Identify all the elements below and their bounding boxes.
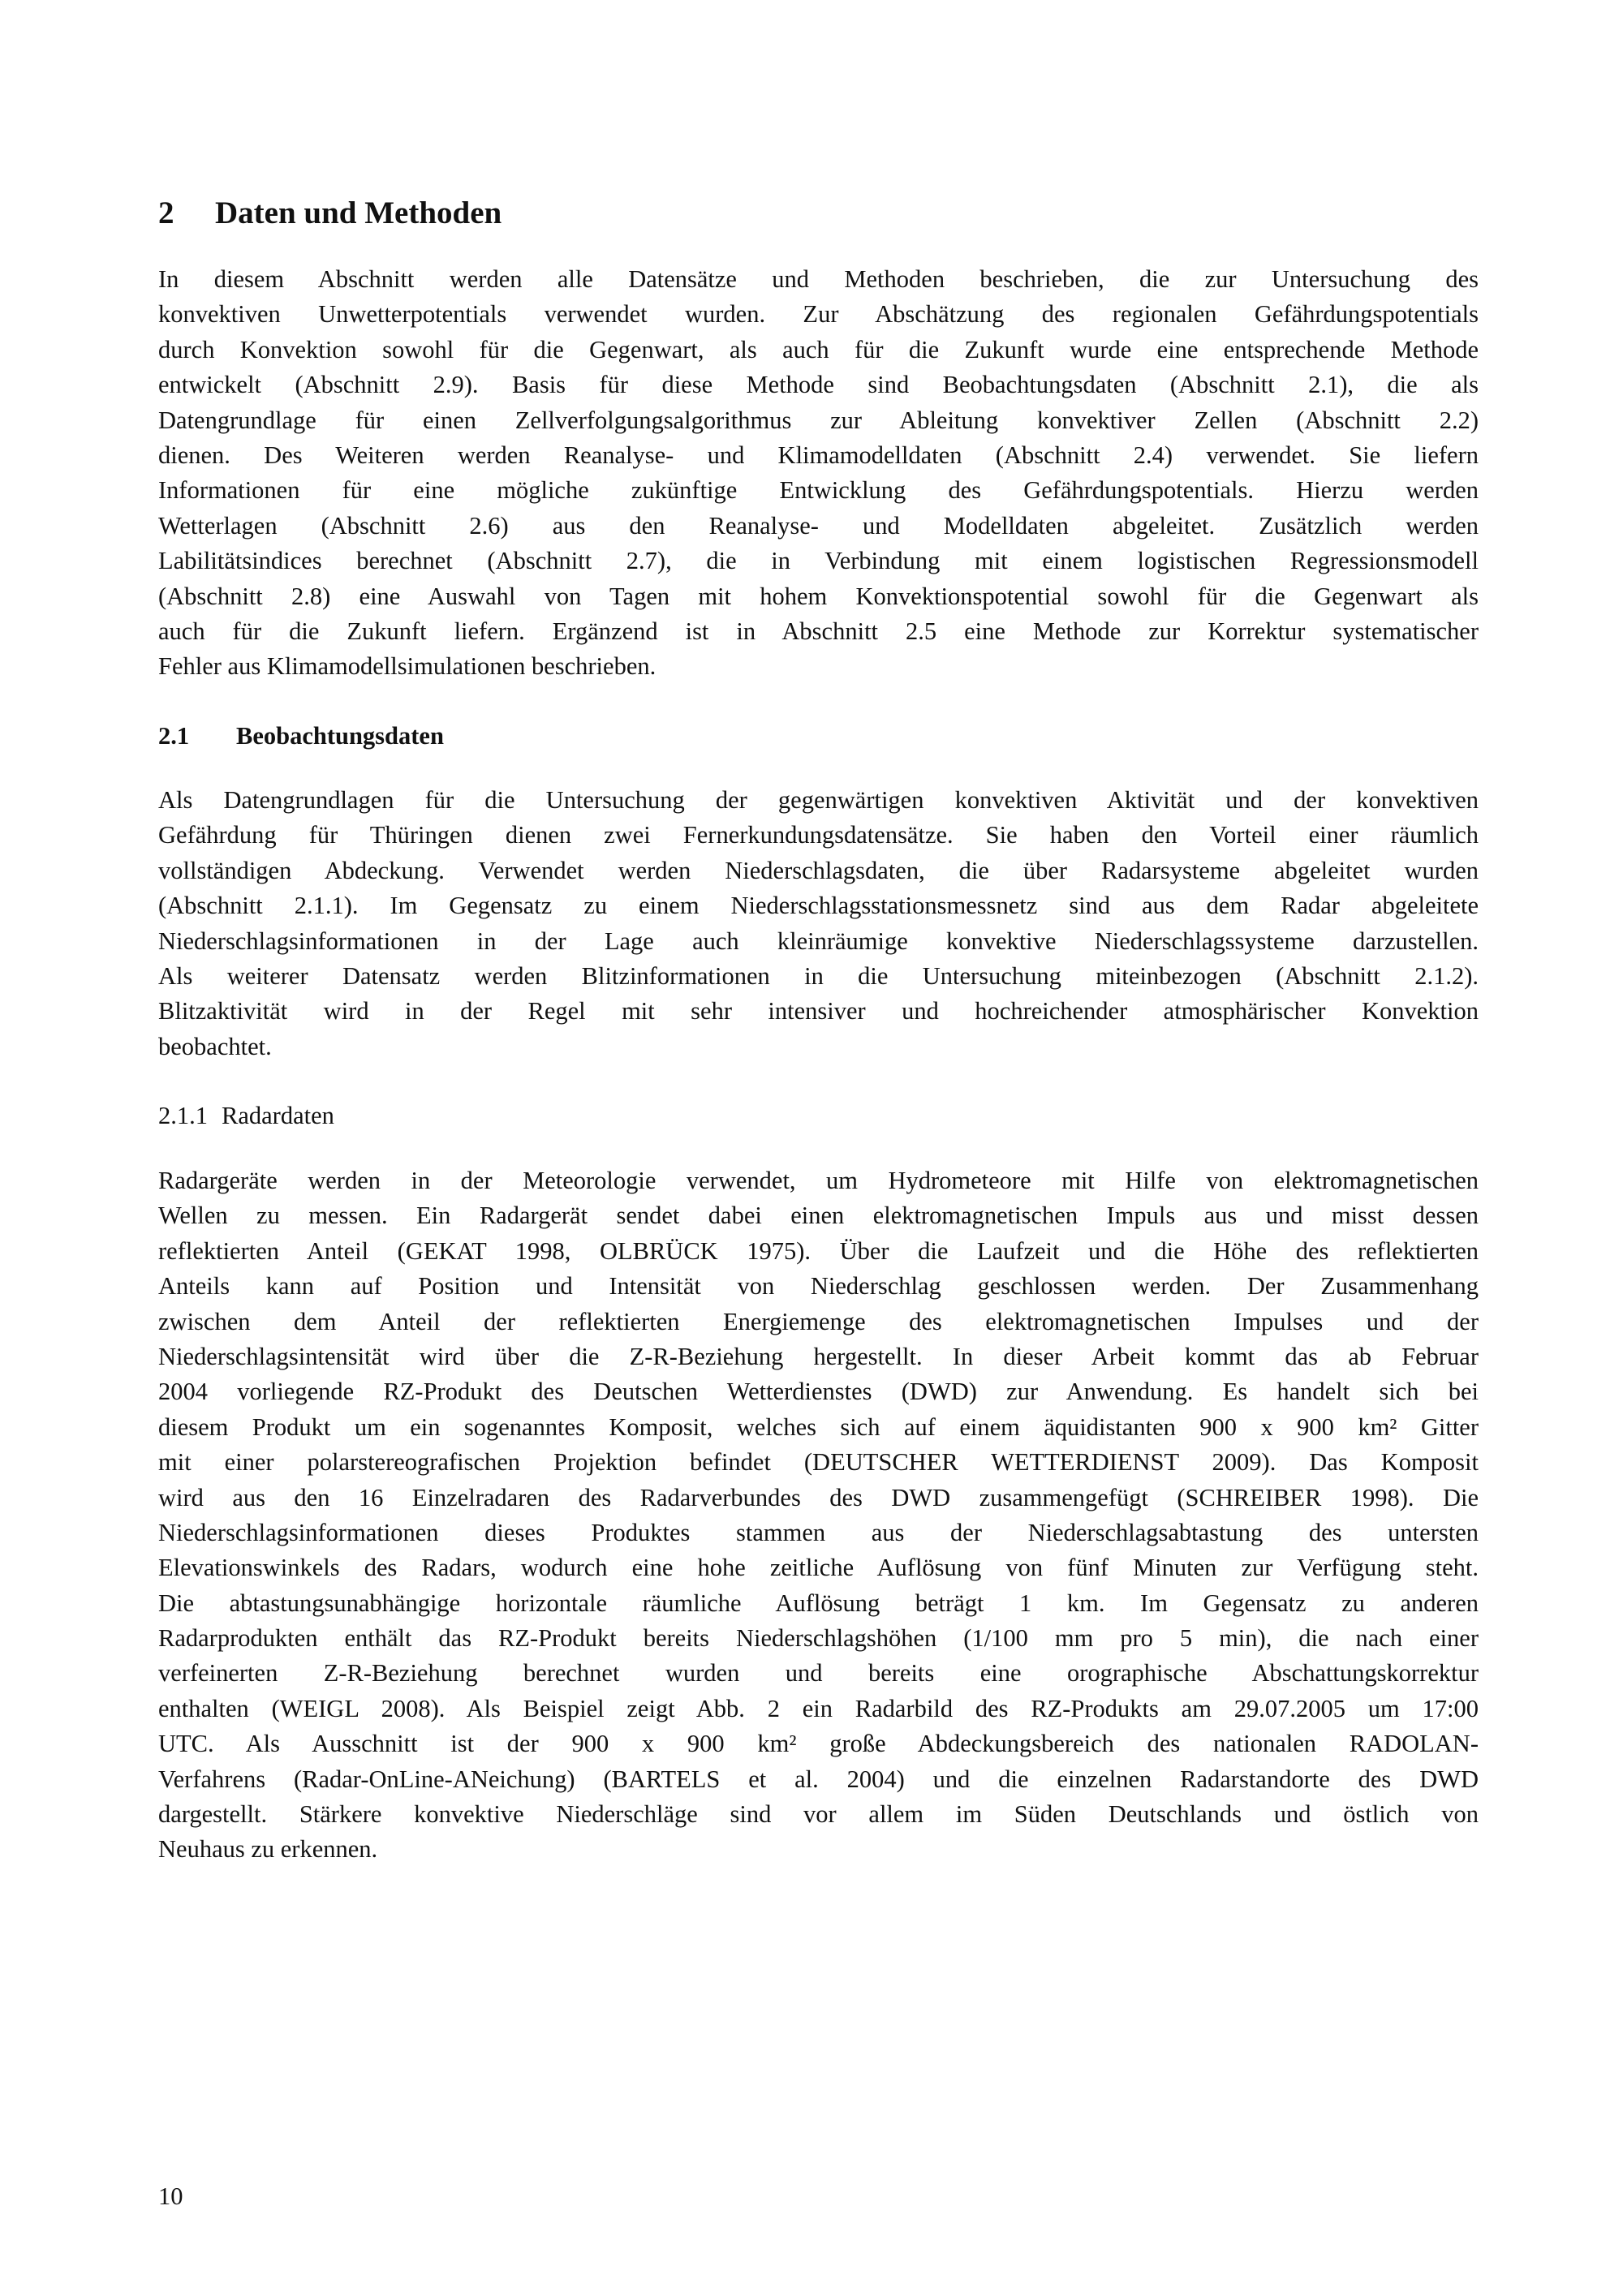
text-line: mit einer polarstereografischen Projektion befindet (DEUTSCHER WETTERDIENST 2009). Das Komposit	[158, 1448, 1479, 1477]
chapter-number: 2	[158, 196, 174, 230]
text-line: dienen. Des Weiteren werden Reanalyse- und Klimamodelldaten (Abschnitt 2.4) verwendet. Sie liefern	[158, 441, 1479, 469]
text-line: Die abtastungsunabhängige horizontale räumliche Auflösung beträgt 1 km. Im Gegensatz zu anderen	[158, 1589, 1479, 1617]
page-number: 10	[158, 2182, 183, 2210]
section-2-1-paragraph	[158, 783, 1479, 1064]
text-line: dargestellt. Stärkere konvektive Niederschläge sind vor allem im Süden Deutschlands und östlich von	[158, 1800, 1479, 1829]
text-line: diesem Produkt um ein sogenanntes Komposit, welches sich auf einem äquidistanten 900 x 900 km² Gitter	[158, 1412, 1479, 1441]
text-line: Informationen für eine mögliche zukünftige Entwicklung des Gefährdungspotentials. Hierzu werden	[158, 476, 1479, 505]
text-line: beobachtet.	[158, 1032, 272, 1060]
chapter-title: Daten und Methoden	[215, 196, 502, 230]
text-line: Niederschlagsinformationen dieses Produktes stammen aus der Niederschlagsabtastung des untersten	[158, 1518, 1479, 1546]
text-line: 2004 vorliegende RZ-Produkt des Deutschen Wetterdienstes (DWD) zur Anwendung. Es handelt sich bei	[158, 1378, 1479, 1406]
text-line: Datengrundlage für einen Zellverfolgungsalgorithmus zur Ableitung konvektiver Zellen (Abschnitt 2.2)	[158, 406, 1479, 434]
text-line: Niederschlagsintensität wird über die Z-R-Beziehung hergestellt. In dieser Arbeit kommt das ab Februar	[158, 1342, 1479, 1370]
text-line: Wetterlagen (Abschnitt 2.6) aus den Reanalyse- und Modelldaten abgeleitet. Zusätzlich werden	[158, 511, 1479, 540]
intro-paragraph	[158, 262, 1479, 685]
text-line: Elevationswinkels des Radars, wodurch eine hohe zeitliche Auflösung von fünf Minuten zur Verfügung steht.	[158, 1554, 1479, 1582]
text-line: verfeinerten Z-R-Beziehung berechnet wurden und bereits eine orographische Abschattungskorrektur	[158, 1659, 1479, 1688]
text-line: wird aus den 16 Einzelradaren des Radarverbundes des DWD zusammengefügt (SCHREIBER 1998). Die	[158, 1483, 1479, 1511]
text-line: Wellen zu messen. Ein Radargerät sendet dabei einen elektromagnetischen Impuls aus und misst dessen	[158, 1202, 1479, 1230]
text-line: In diesem Abschnitt werden alle Datensätze und Methoden beschrieben, die zur Untersuchung des	[158, 265, 1479, 293]
text-line: konvektiven Unwetterpotentials verwendet wurden. Zur Abschätzung des regionalen Gefährdungspotentials	[158, 300, 1479, 329]
text-line: enthalten (WEIGL 2008). Als Beispiel zeigt Abb. 2 ein Radarbild des RZ-Produkts am 29.07.2005 um 17:00	[158, 1694, 1479, 1722]
text-line: Als Datengrundlagen für die Untersuchung der gegenwärtigen konvektiven Aktivität und der konvektiven	[158, 786, 1479, 814]
text-line: zwischen dem Anteil der reflektierten Energiemenge des elektromagnetischen Impulses und der	[158, 1307, 1479, 1335]
text-line: Radarprodukten enthält das RZ-Produkt bereits Niederschlagshöhen (1/100 mm pro 5 min), die nach einer	[158, 1624, 1479, 1653]
text-line: Als weiterer Datensatz werden Blitzinformationen in die Untersuchung miteinbezogen (Abschnitt 2.1.2).	[158, 961, 1479, 990]
text-line: auch für die Zukunft liefern. Ergänzend ist in Abschnitt 2.5 eine Methode zur Korrektur systematischer	[158, 617, 1479, 645]
subsection-number: 2.1.1	[158, 1102, 208, 1129]
text-line: Fehler aus Klimamodellsimulationen beschrieben.	[158, 652, 657, 681]
subsection-heading-2-1-1	[158, 1102, 334, 1130]
text-line: Niederschlagsinformationen in der Lage auch kleinräumige konvektive Niederschlagssysteme darzustellen.	[158, 927, 1479, 955]
text-line: durch Konvektion sowohl für die Gegenwart, als auch für die Zukunft wurde eine entsprechende Methode	[158, 335, 1479, 363]
text-line: Radargeräte werden in der Meteorologie verwendet, um Hydrometeore mit Hilfe von elektromagnetischen	[158, 1167, 1479, 1194]
section-2-1-1-paragraph	[158, 1163, 1479, 1868]
subsection-title: Radardaten	[222, 1102, 334, 1129]
section-title: Beobachtungsdaten	[236, 722, 444, 750]
text-line: Blitzaktivität wird in der Regel mit sehr intensiver und hochreichender atmosphärischer Konvektion	[158, 997, 1479, 1025]
text-line: Gefährdung für Thüringen dienen zwei Fernerkundungsdatensätze. Sie haben den Vorteil einer räumlich	[158, 821, 1479, 849]
text-line: reflektierten Anteil (GEKAT 1998, OLBRÜCK 1975). Über die Laufzeit und die Höhe des reflektierten	[158, 1236, 1479, 1265]
chapter-heading	[158, 195, 502, 231]
text-line: entwickelt (Abschnitt 2.9). Basis für diese Methode sind Beobachtungsdaten (Abschnitt 2.1), die als	[158, 371, 1479, 399]
section-heading-2-1	[158, 722, 444, 750]
text-line: Anteils kann auf Position und Intensität von Niederschlag geschlossen werden. Der Zusammenhang	[158, 1272, 1479, 1301]
text-line: Labilitätsindices berechnet (Abschnitt 2.7), die in Verbindung mit einem logistischen Regressionsmodell	[158, 547, 1479, 575]
text-line: Verfahrens (Radar-OnLine-ANeichung) (BARTELS et al. 2004) und die einzelnen Radarstandorte des DWD	[158, 1765, 1479, 1793]
text-line: UTC. Als Ausschnitt ist der 900 x 900 km² große Abdeckungsbereich des nationalen RADOLAN-	[158, 1730, 1479, 1758]
section-number: 2.1	[158, 722, 190, 750]
text-line: vollständigen Abdeckung. Verwendet werden Niederschlagsdaten, die über Radarsysteme abgeleitet wurden	[158, 856, 1479, 884]
text-line: (Abschnitt 2.8) eine Auswahl von Tagen mit hohem Konvektionspotential sowohl für die Gegenwart als	[158, 582, 1479, 610]
text-line: Neuhaus zu erkennen.	[158, 1835, 378, 1864]
text-line: (Abschnitt 2.1.1). Im Gegensatz zu einem Niederschlagsstationsmessnetz sind aus dem Radar abgeleitete	[158, 892, 1479, 920]
